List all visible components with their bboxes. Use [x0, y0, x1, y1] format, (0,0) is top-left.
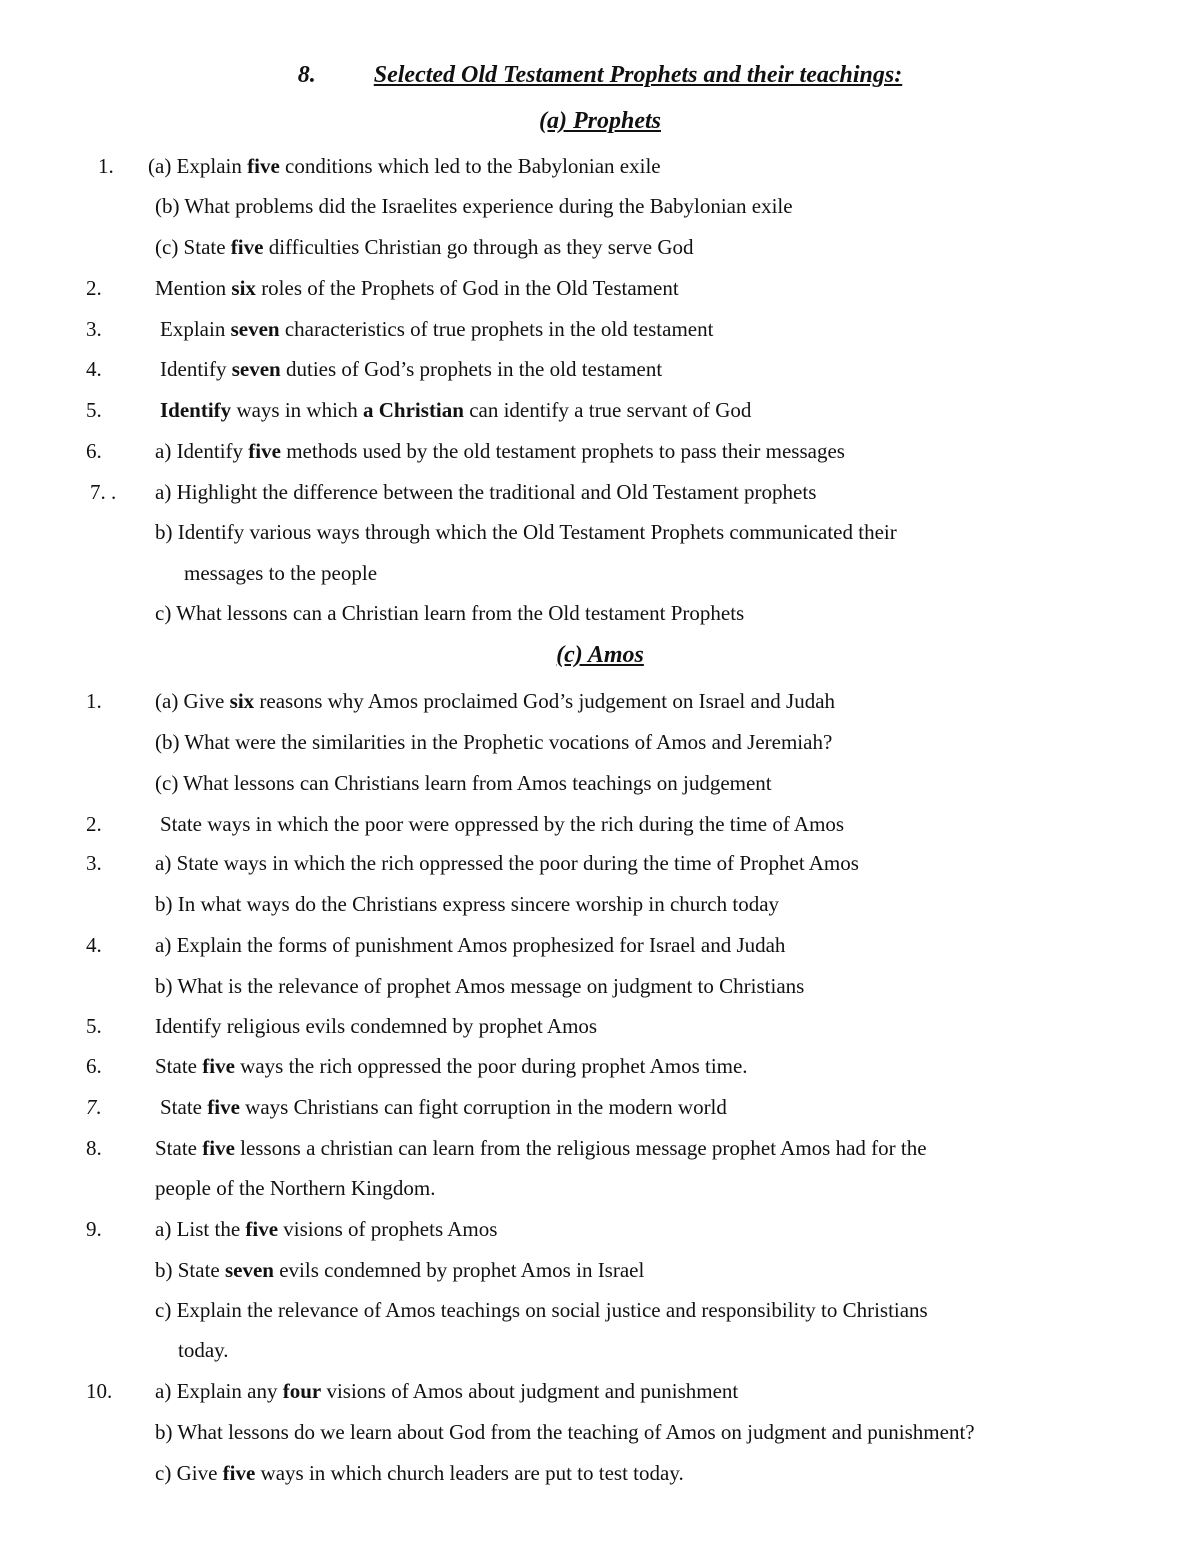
question-number: 4.	[86, 933, 102, 957]
question-line: b) Identify various ways through which the Old Testament Prophets communicated their	[155, 520, 897, 544]
question-number: 2.	[86, 276, 102, 300]
title-text: Selected Old Testament Prophets and their teachings:	[373, 62, 903, 88]
question-line: people of the Northern Kingdom.	[155, 1176, 436, 1200]
section-heading-text: (a) Prophets	[539, 108, 661, 134]
question-line: Identify ways in which a Christian can identify a true servant of God	[160, 398, 752, 422]
page-title	[0, 62, 1200, 89]
question-line: State five lessons a christian can learn from the religious message prophet Amos had for the	[155, 1136, 927, 1160]
section-heading-text: (c) Amos	[556, 642, 644, 668]
question-number: 6.	[86, 439, 102, 463]
question-line: a) State ways in which the rich oppressed the poor during the time of Prophet Amos	[155, 851, 859, 875]
question-number: 5.	[86, 398, 102, 422]
question-line: c) Explain the relevance of Amos teachings on social justice and responsibility to Christians	[155, 1298, 928, 1322]
question-line: (c) State five difficulties Christian go through as they serve God	[155, 235, 694, 259]
section-number: 8.	[297, 62, 316, 88]
question-line: (c) What lessons can Christians learn from Amos teachings on judgement	[155, 771, 772, 795]
question-line: b) In what ways do the Christians express sincere worship in church today	[155, 892, 780, 916]
question-number: 3.	[86, 851, 102, 875]
question-line: (b) What problems did the Israelites experience during the Babylonian exile	[155, 194, 793, 218]
question-number: 2.	[86, 812, 102, 836]
question-number: 1.	[98, 154, 114, 178]
question-line: a) Highlight the difference between the traditional and Old Testament prophets	[155, 480, 817, 504]
question-line: b) What lessons do we learn about God from the teaching of Amos on judgment and punishment?	[155, 1420, 975, 1444]
question-line: a) Explain any four visions of Amos about judgment and punishment	[155, 1379, 739, 1403]
question-number: 1.	[86, 689, 102, 713]
question-line: (a) Give six reasons why Amos proclaimed God’s judgement on Israel and Judah	[155, 689, 836, 713]
question-line: c) Give five ways in which church leaders are put to test today.	[155, 1461, 684, 1485]
question-number: 3.	[86, 317, 102, 341]
question-number: 9.	[86, 1217, 102, 1241]
question-number: 6.	[86, 1054, 102, 1078]
question-line: (b) What were the similarities in the Prophetic vocations of Amos and Jeremiah?	[155, 730, 833, 754]
question-line: State ways in which the poor were oppressed by the rich during the time of Amos	[160, 812, 845, 836]
question-line: State five ways Christians can fight corruption in the modern world	[160, 1095, 727, 1119]
question-line: b) What is the relevance of prophet Amos message on judgment to Christians	[155, 974, 805, 998]
question-number: 4.	[86, 357, 102, 381]
question-number: 7. .	[90, 480, 117, 504]
section-heading-prophets	[0, 108, 1200, 135]
question-line: c) What lessons can a Christian learn from the Old testament Prophets	[155, 601, 745, 625]
question-number: 10.	[86, 1379, 113, 1403]
question-line: Mention six roles of the Prophets of God in the Old Testament	[155, 276, 679, 300]
question-line: Explain seven characteristics of true prophets in the old testament	[160, 317, 714, 341]
question-line: State five ways the rich oppressed the poor during prophet Amos time.	[155, 1054, 748, 1078]
question-line: (a) Explain five conditions which led to the Babylonian exile	[148, 154, 661, 178]
question-line: Identify seven duties of God’s prophets in the old testament	[160, 357, 663, 381]
question-number: 8.	[86, 1136, 102, 1160]
section-heading-amos	[0, 642, 1200, 669]
question-line: Identify religious evils condemned by prophet Amos	[155, 1014, 598, 1038]
question-line: a) List the five visions of prophets Amos	[155, 1217, 498, 1241]
question-number: 7.	[86, 1095, 102, 1119]
question-number: 5.	[86, 1014, 102, 1038]
question-line: a) Explain the forms of punishment Amos prophesized for Israel and Judah	[155, 933, 786, 957]
question-line: messages to the people	[184, 561, 378, 585]
question-line: a) Identify five methods used by the old testament prophets to pass their messages	[155, 439, 845, 463]
question-line: today.	[178, 1338, 229, 1362]
question-line: b) State seven evils condemned by prophet Amos in Israel	[155, 1258, 645, 1282]
